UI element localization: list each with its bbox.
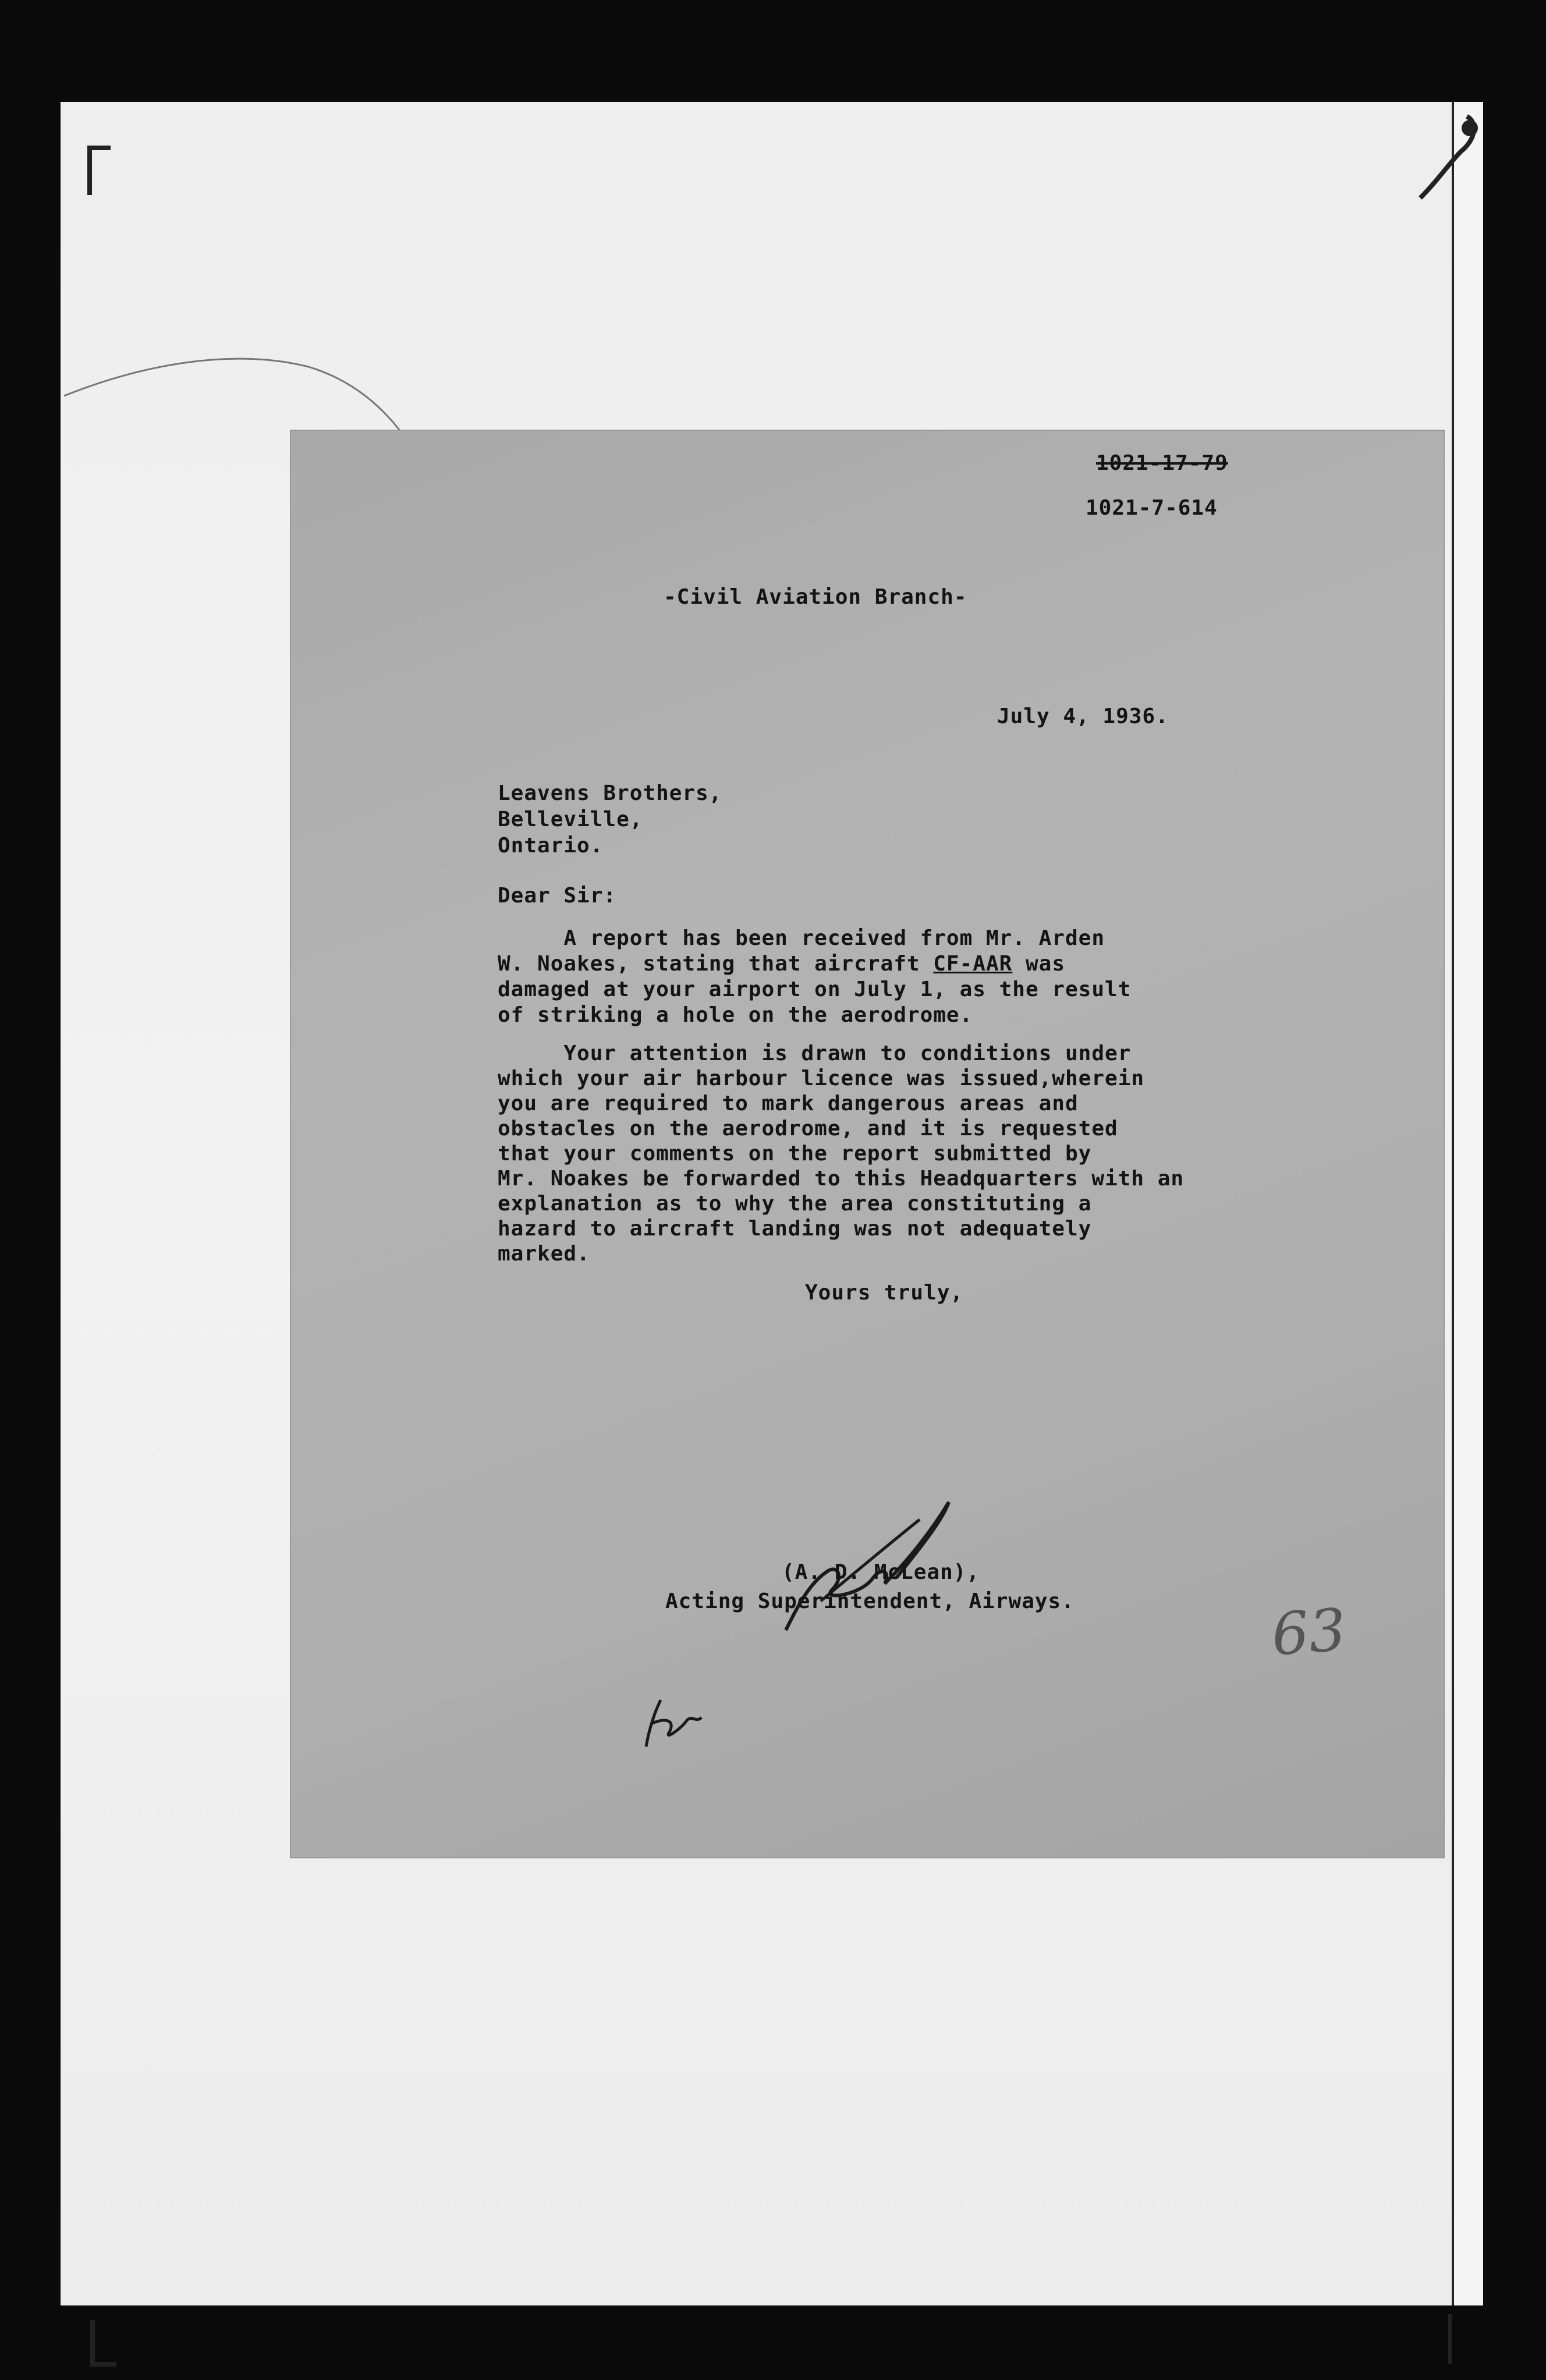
handwritten-page-number: 63 [1270,1595,1349,1669]
closing: Yours truly, [805,1281,964,1305]
paragraph-line: Your attention is drawn to conditions under [498,1042,1132,1065]
mount-right-edge [1452,102,1483,2305]
paragraph-line [498,952,1065,976]
signatory-name: (A. D. McLean), [782,1560,980,1584]
recipient-line: Leavens Brothers, [498,781,722,805]
branch-heading: -Civil Aviation Branch- [664,585,967,609]
crop-mark-bottom-left-h [90,2362,116,2367]
file-reference-current: 1021-7-614 [1086,496,1218,520]
aircraft-registration: CF-AAR [933,952,1013,976]
paragraph-line: of striking a hole on the aerodrome. [498,1003,973,1027]
paragraph-line: A report has been received from Mr. Arden [498,926,1105,950]
paragraph-line: Mr. Noakes be forwarded to this Headquarters with an [498,1167,1185,1191]
recipient-line: Ontario. [498,834,604,858]
signatory-title: Acting Superintendent, Airways. [665,1589,1075,1613]
paragraph-line: marked. [498,1242,590,1266]
file-reference-old: 1021-17-79 [1096,451,1228,475]
crop-mark-top-left-h [87,146,111,150]
letter-date: July 4, 1936. [997,704,1169,728]
crop-mark-bottom-left-v [90,2320,95,2367]
crop-mark-bottom-right-v [1448,2314,1452,2364]
paragraph-line: damaged at your airport on July 1, as the result [498,978,1132,1001]
recipient-line: Belleville, [498,808,643,831]
paragraph-line-text: W. Noakes, stating that aircraft [498,952,934,976]
paragraph-line: explanation as to why the area constituting a [498,1192,1092,1216]
paragraph-line: hazard to aircraft landing was not adequately [498,1217,1092,1241]
mount-corner-scribble [1397,105,1484,221]
paragraph-line-text: was [1012,952,1065,976]
handwritten-initials [637,1688,707,1758]
salutation: Dear Sir: [498,884,617,908]
paragraph-line: which your air harbour licence was issued,wherein [498,1067,1145,1090]
crop-mark-top-left-v [87,146,92,195]
paragraph-line: obstacles on the aerodrome, and it is requested [498,1117,1118,1141]
paragraph-line: you are required to mark dangerous areas and [498,1092,1079,1115]
paragraph-line: that your comments on the report submitted by [498,1142,1092,1166]
